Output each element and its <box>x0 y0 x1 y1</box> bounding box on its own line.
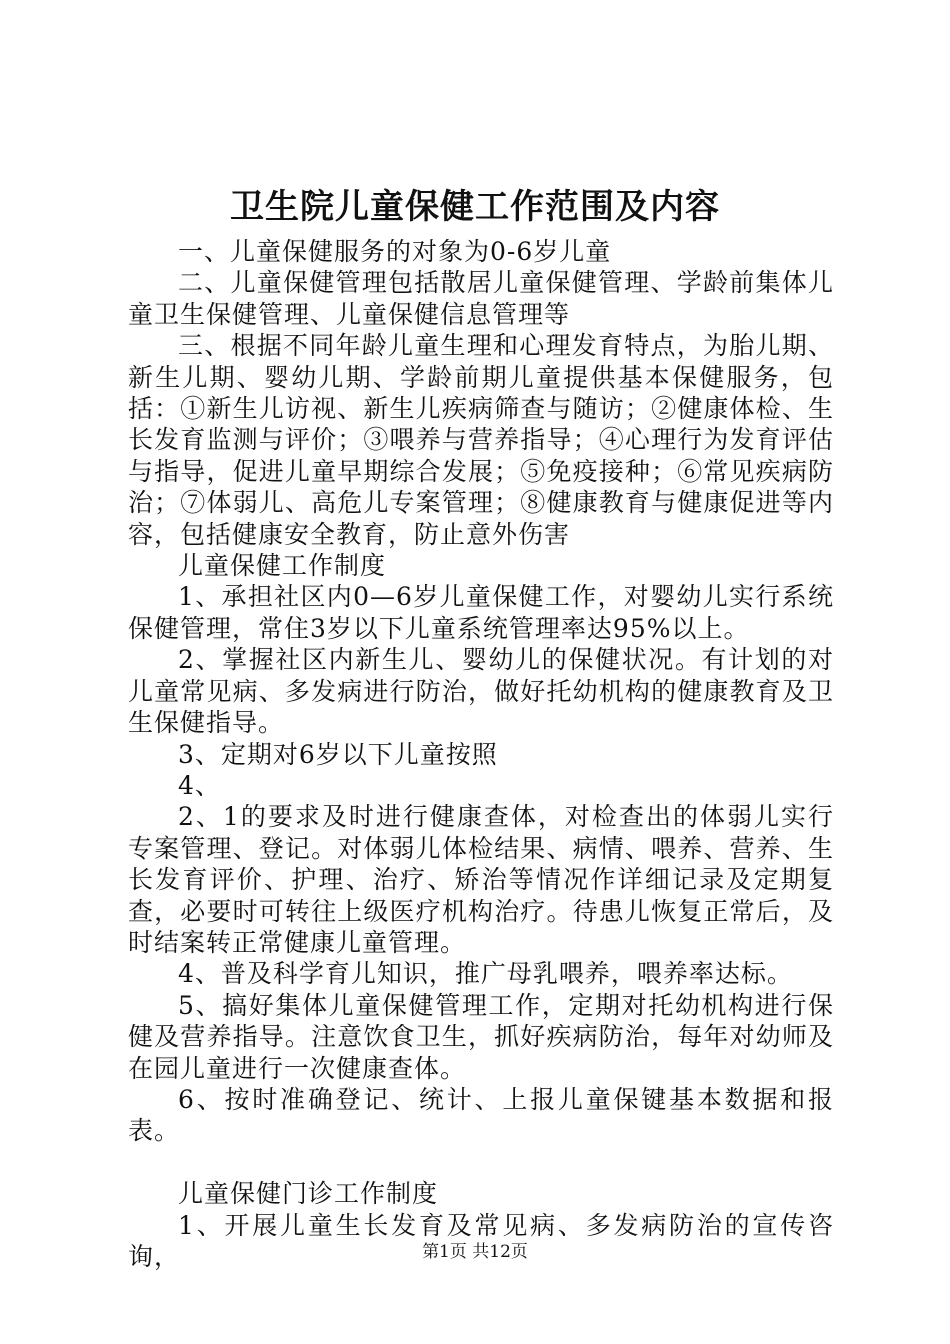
document-body <box>128 236 834 1272</box>
paragraph: 二、儿童保健管理包括散居儿童保健管理、学龄前集体儿童卫生保健管理、儿童保健信息管理等 <box>128 268 834 329</box>
paragraph: 3、定期对6岁以下儿童按照 <box>178 739 498 769</box>
paragraph: 2、掌握社区内新生儿、婴幼儿的保健状况。有计划的对儿童常见病、多发病进行防治，做好托幼机构的健康教育及卫生保健指导。 <box>128 645 834 738</box>
paragraph: 4、普及科学育儿知识，推广母乳喂养，喂养率达标。 <box>178 959 793 989</box>
section-heading: 儿童保健门诊工作制度 <box>178 1179 439 1209</box>
paragraph: 1、承担社区内0—6岁儿童保健工作，对婴幼儿实行系统保健管理，常住3岁以下儿童系统管理率达95%以上。 <box>128 582 834 643</box>
paragraph: 4、 <box>178 770 221 800</box>
paragraph: 6、按时准确登记、统计、上报儿童保键基本数据和报表。 <box>128 1084 834 1146</box>
page-number: 第1页 共12页 <box>422 1242 528 1262</box>
paragraph: 5、搞好集体儿童保健管理工作，定期对托幼机构进行保健及营养指导。注意饮食卫生，抓好疾病防治，每年对幼师及在园儿童进行一次健康查体。 <box>128 990 834 1083</box>
paragraph: 2、1的要求及时进行健康查体，对检查出的体弱儿实行专案管理、登记。对体弱儿体检结果、病情、喂养、营养、生长发育评价、护理、治疗、矫治等情况作详细记录及定期复查，必要时可转往上级医疗机构治疗。待患儿恢复正常后，及时结案转正常健康儿童管理。 <box>128 802 834 957</box>
paragraph: 1、开展儿童生长发育及常见病、多发病防治的宣传咨询， <box>128 1210 834 1271</box>
section-heading: 儿童保健工作制度 <box>178 551 387 581</box>
blank-line <box>128 1147 834 1178</box>
document-title: 卫生院儿童保健工作范围及内容 <box>230 187 720 227</box>
paragraph: 三、根据不同年龄儿童生理和心理发育特点，为胎儿期、新生儿期、婴幼儿期、学龄前期儿童提供基本保健服务，包括：①新生儿访视、新生儿疾病筛查与随访；②健康体检、生长发育监测与评价；③喂养与营养指导；④心理行为发育评估与指导，促进儿童早期综合发展；⑤免疫接种；⑥常见疾病防治；⑦体弱儿、高危儿专案管理；⑧健康教育与健康促进等内容，包括健康安全教育，防止意外伤害 <box>128 331 834 549</box>
paragraph: 一、儿童保健服务的对象为0-6岁儿童 <box>178 237 612 266</box>
